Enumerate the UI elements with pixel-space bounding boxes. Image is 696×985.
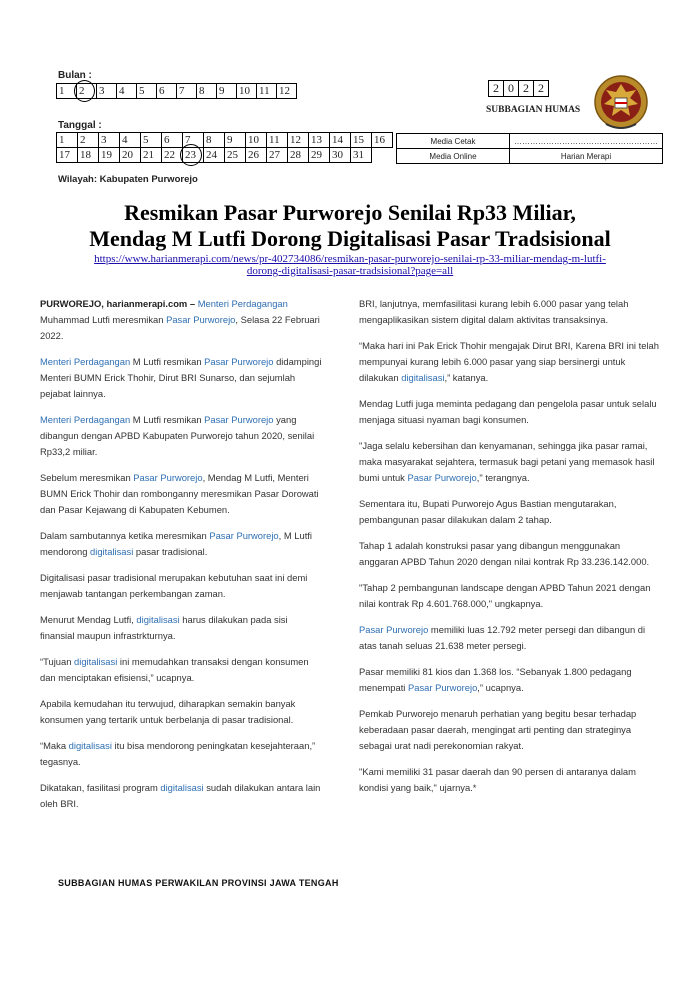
day-cell-19: 19 <box>99 148 120 163</box>
paragraph <box>359 622 659 654</box>
month-cell-8: 8 <box>197 84 217 99</box>
article-url-line1[interactable]: https://www.harianmerapi.com/news/pr-402734086/resmikan-pasar-purworejo-senilai-rp-33-miliar-mendag-m-lutfi- <box>94 253 606 265</box>
month-cell-11: 11 <box>257 84 277 99</box>
paragraph <box>359 396 659 428</box>
paragraph <box>40 654 322 686</box>
day-cell-23: 23 <box>183 148 204 163</box>
day-cell-27: 27 <box>267 148 288 163</box>
inline-link[interactable]: digitalisasi <box>136 614 180 625</box>
day-cell-9: 9 <box>225 133 246 148</box>
inline-link[interactable]: digitalisasi <box>74 656 118 667</box>
day-cell-8: 8 <box>204 133 225 148</box>
text-run: ,” katanya. <box>444 372 489 383</box>
inline-link[interactable]: Pasar Purworejo <box>209 530 279 541</box>
month-cell-10: 10 <box>237 84 257 99</box>
month-grid <box>56 83 297 99</box>
text-run: , M Lutfi mendorong <box>40 530 312 557</box>
paragraph <box>40 612 322 644</box>
inline-link[interactable]: Pasar Purworejo <box>407 682 478 693</box>
day-cell-17: 17 <box>57 148 78 163</box>
dateline: PURWOREJO, harianmerapi.com – <box>40 298 198 309</box>
text-run: , Mendag M Lutfi, Menteri BUMN Erick Thohir dan rombonganny meresmikan Pasar Dorowati dan Pasar Kejawang di Kabupaten Kebumen. <box>40 472 319 515</box>
inline-link[interactable]: digitalisasi <box>68 740 112 751</box>
day-cell-6: 6 <box>162 133 183 148</box>
article-url-line2[interactable]: dorong-digitalisasi-pasar-tradsisional?page=all <box>246 265 454 277</box>
media-online-label: Media Online <box>397 149 510 164</box>
inline-link[interactable]: Pasar Purworejo <box>407 472 477 483</box>
text-run: pasar tradisional. <box>133 546 208 557</box>
garuda-emblem-icon <box>592 70 650 134</box>
wilayah: Wilayah: Kabupaten Purworejo <box>58 174 198 185</box>
paragraph <box>359 764 659 796</box>
text-run: "Jaga selalu kebersihan dan kenyamanan, sehingga jika pasar ramai, maka masyarakat sejahtera, termasuk bagi petani yang memasok hasil bumi untuk <box>359 440 655 483</box>
day-cell-7: 7 <box>183 133 204 148</box>
year-boxes <box>488 80 549 97</box>
paragraph <box>359 438 659 486</box>
inline-link[interactable]: digitalisasi <box>160 782 204 793</box>
paragraph <box>359 338 659 386</box>
inline-link[interactable]: Menteri Perdagangan <box>40 356 131 367</box>
paragraph <box>40 296 322 344</box>
article-right-column <box>359 296 659 806</box>
text-run: ,” ucapnya. <box>477 682 524 693</box>
day-cell-20: 20 <box>120 148 141 163</box>
paragraph <box>40 470 322 518</box>
text-run: “Maka hari ini Pak Erick Thohir mengajak Dirut BRI, Karena BRI ini telah mempunyai kurang lebih 6.000 pasar yang siap bersinergi untuk dilakukan <box>359 340 659 383</box>
text-run: Tahap 1 adalah konstruksi pasar yang dibangun menggunakan anggaran APBD Tahun 2020 dengan nilai kontrak Rp 33.236.142.000. <box>359 540 650 567</box>
inline-link[interactable]: Pasar Purworejo <box>166 314 236 325</box>
day-cell-5: 5 <box>141 133 162 148</box>
text-run: yang dibangun dengan APBD Kabupaten Purworejo tahun 2020, senilai Rp33,2 miliar. <box>40 414 315 457</box>
day-cell-26: 26 <box>246 148 267 163</box>
text-run: Apabila kemudahan itu terwujud, diharapkan semakin banyak konsumen yang tertarik untuk berbelanja di pasar tradisional. <box>40 698 296 725</box>
text-run: Sebelum meresmikan <box>40 472 134 483</box>
department-label: SUBBAGIAN HUMAS <box>486 105 581 115</box>
text-run: Dalam sambutannya ketika meresmikan <box>40 530 210 541</box>
text-run: Sementara itu, Bupati Purworejo Agus Bastian mengutarakan, pembangunan pasar dilakukan dalam 2 tahap. <box>359 498 617 525</box>
media-cetak-label: Media Cetak <box>397 134 510 149</box>
text-run: “Maka <box>40 740 69 751</box>
day-cell-3: 3 <box>99 133 120 148</box>
text-run: Menurut Mendag Lutfi, <box>40 614 137 625</box>
year-digit: 2 <box>519 81 534 97</box>
paragraph <box>40 738 322 770</box>
day-cell-18: 18 <box>78 148 99 163</box>
text-run: , Selasa 22 Februari 2022. <box>40 314 320 341</box>
day-cell-14: 14 <box>330 133 351 148</box>
paragraph <box>359 706 659 754</box>
day-cell-31: 31 <box>351 148 372 163</box>
text-run: "Tahap 2 pembangunan landscape dengan APBD Tahun 2021 dengan nilai kontrak Rp 4.601.768.000," ungkapnya. <box>359 582 651 609</box>
day-cell-30: 30 <box>330 148 351 163</box>
day-cell-13: 13 <box>309 133 330 148</box>
day-cell-15: 15 <box>351 133 372 148</box>
year-digit: 0 <box>504 81 519 97</box>
text-run: Dikatakan, fasilitasi program <box>40 782 161 793</box>
paragraph <box>40 696 322 728</box>
text-run: didampingi Menteri BUMN Erick Thohir, Dirut BRI Sunarso, dan sejumlah pejabat lainnya. <box>40 356 322 399</box>
text-run: Pasar memiliki 81 kios dan 1.368 los. “Sebanyak 1.800 pedagang menempati <box>359 666 632 693</box>
month-cell-5: 5 <box>137 84 157 99</box>
inline-link[interactable]: digitalisasi <box>90 546 134 557</box>
text-run: itu bisa mendorong peningkatan kesejahteraan,” tegasnya. <box>40 740 316 767</box>
text-run: M Lutfi resmikan <box>130 356 205 367</box>
month-cell-9: 9 <box>217 84 237 99</box>
year-digit: 2 <box>489 81 504 97</box>
media-online-value: Harian Merapi <box>510 149 663 164</box>
month-cell-1: 1 <box>57 84 77 99</box>
paragraph <box>359 496 659 528</box>
text-run: “Tujuan <box>40 656 75 667</box>
day-cell-25: 25 <box>225 148 246 163</box>
year-digit: 2 <box>534 81 549 97</box>
paragraph <box>359 538 659 570</box>
day-cell-2: 2 <box>78 133 99 148</box>
day-cell-1: 1 <box>57 133 78 148</box>
media-table <box>396 133 663 164</box>
bulan-label: Bulan : <box>58 70 92 81</box>
inline-link[interactable]: Menteri Perdagangan <box>40 414 131 425</box>
paragraph <box>359 664 659 696</box>
article-title-line2: Mendag M Lutfi Dorong Digitalisasi Pasar Tradsisional <box>89 226 611 251</box>
month-cell-4: 4 <box>117 84 137 99</box>
paragraph <box>359 296 659 328</box>
month-cell-12: 12 <box>277 84 297 99</box>
month-cell-3: 3 <box>97 84 117 99</box>
day-cell-21: 21 <box>141 148 162 163</box>
day-cell-16: 16 <box>372 133 393 148</box>
media-cetak-value: ……………………………………………… <box>510 134 663 149</box>
month-cell-6: 6 <box>157 84 177 99</box>
paragraph <box>40 528 322 560</box>
date-grid <box>56 132 393 163</box>
paragraph <box>40 570 322 602</box>
paragraph <box>40 780 322 812</box>
paragraph <box>40 354 322 402</box>
selected-circle <box>180 144 202 166</box>
month-cell-7: 7 <box>177 84 197 99</box>
day-cell-10: 10 <box>246 133 267 148</box>
selected-circle <box>74 80 95 102</box>
day-cell-29: 29 <box>309 148 330 163</box>
day-cell-4: 4 <box>120 133 141 148</box>
text-run: ," terangnya. <box>476 472 530 483</box>
text-run: ini memudahkan transaksi dengan konsumen dan menciptakan efisiensi,” ucapnya. <box>40 656 309 683</box>
footer: SUBBAGIAN HUMAS PERWAKILAN PROVINSI JAWA TENGAH <box>58 878 339 888</box>
text-run: Mendag Lutfi juga meminta pedagang dan pengelola pasar untuk selalu menjaga situasi nyaman bagi konsumen. <box>359 398 657 425</box>
text-run: "Kami memiliki 31 pasar daerah dan 90 persen di antaranya dalam kondisi yang baik," ujarnya.* <box>359 766 636 793</box>
inline-link[interactable]: Pasar Purworejo <box>204 356 274 367</box>
paragraph <box>40 412 322 460</box>
day-cell-11: 11 <box>267 133 288 148</box>
tanggal-label: Tanggal : <box>58 120 102 131</box>
inline-link[interactable]: Menteri Perdagangan <box>197 298 288 309</box>
text-run: memiliki luas 12.792 meter persegi dan dibangun di atas tanah seluas 21.638 meter persegi. <box>359 624 646 651</box>
text-run: BRI, lanjutnya, memfasilitasi kurang lebih 6.000 pasar yang telah mengaplikasikan sistem digital dalam aktivitas transaksinya. <box>359 298 629 325</box>
text-run: Digitalisasi pasar tradisional merupakan kebutuhan saat ini demi menjawab tantangan perkembangan zaman. <box>40 572 308 599</box>
text-run: Pemkab Purworejo menaruh perhatian yang begitu besar terhadap keberadaan pasar daerah, mengingat arti penting dan strateginya sebagai urat nadi perekonomian rakyat. <box>359 708 637 751</box>
day-cell-22: 22 <box>162 148 183 163</box>
day-cell-28: 28 <box>288 148 309 163</box>
inline-link[interactable]: Pasar Purworejo <box>133 472 203 483</box>
inline-link[interactable]: digitalisasi <box>401 372 445 383</box>
text-run: sudah dilakukan antara lain oleh BRI. <box>40 782 321 809</box>
day-cell-12: 12 <box>288 133 309 148</box>
inline-link[interactable]: Pasar Purworejo <box>359 624 429 635</box>
day-cell-24: 24 <box>204 148 225 163</box>
paragraph <box>359 580 659 612</box>
article-title-line1: Resmikan Pasar Purworejo Senilai Rp33 Miliar, <box>124 200 576 225</box>
text-run: M Lutfi resmikan <box>130 414 205 425</box>
text-run: harus dilakukan pada sisi finansial maupun infrastrkturnya. <box>40 614 288 641</box>
month-cell-2: 2 <box>77 84 97 99</box>
inline-link[interactable]: Pasar Purworejo <box>204 414 274 425</box>
text-run: Muhammad Lutfi meresmikan <box>40 314 167 325</box>
article-left-column <box>40 296 322 822</box>
